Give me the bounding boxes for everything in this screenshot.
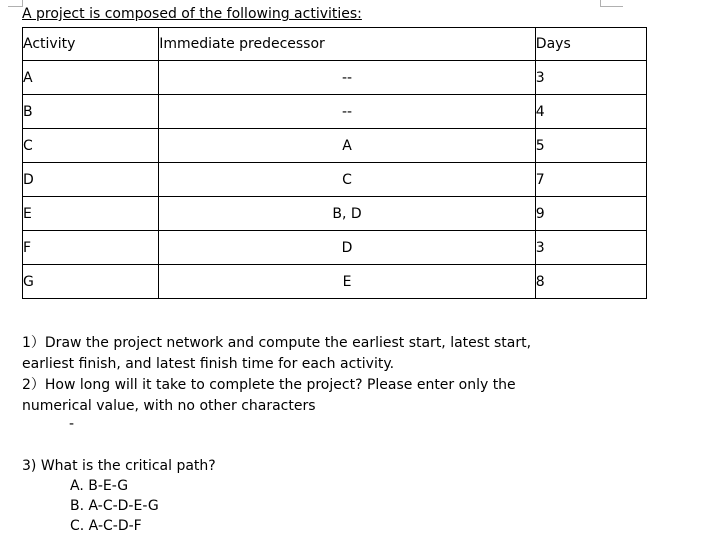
cell-activity: B bbox=[23, 95, 159, 129]
cell-activity: D bbox=[23, 163, 159, 197]
option-b[interactable]: B. A-C-D-E-G bbox=[70, 498, 159, 514]
question-2: 2）How long will it take to complete the project? Please enter only the numerical value, with no other characters bbox=[22, 377, 516, 414]
cell-days: 3 bbox=[535, 231, 646, 265]
cell-days: 5 bbox=[535, 129, 646, 163]
answer-blank[interactable]: - bbox=[69, 416, 75, 432]
cell-predecessor: E bbox=[159, 265, 536, 299]
cell-days: 9 bbox=[535, 197, 646, 231]
table-row bbox=[23, 61, 647, 95]
activity-table bbox=[22, 27, 647, 299]
option-list bbox=[22, 476, 216, 536]
cell-days: 4 bbox=[535, 95, 646, 129]
cell-predecessor: -- bbox=[159, 61, 536, 95]
table-row bbox=[23, 231, 647, 265]
cell-days: 8 bbox=[535, 265, 646, 299]
cell-predecessor: C bbox=[159, 163, 536, 197]
cell-activity: C bbox=[23, 129, 159, 163]
header-days: Days bbox=[535, 28, 646, 61]
questions-block bbox=[22, 333, 582, 417]
cell-days: 3 bbox=[535, 61, 646, 95]
page-corner-mark-left bbox=[8, 0, 23, 7]
cell-activity: F bbox=[23, 231, 159, 265]
cell-activity: A bbox=[23, 61, 159, 95]
table-row bbox=[23, 95, 647, 129]
table-row bbox=[23, 265, 647, 299]
cell-activity: E bbox=[23, 197, 159, 231]
table-row bbox=[23, 197, 647, 231]
cell-predecessor: D bbox=[159, 231, 536, 265]
page-corner-mark-right bbox=[600, 0, 623, 7]
header-predecessor: Immediate predecessor bbox=[159, 28, 536, 61]
question-3: 3) What is the critical path? bbox=[22, 458, 216, 474]
cell-days: 7 bbox=[535, 163, 646, 197]
table-row bbox=[23, 129, 647, 163]
cell-predecessor: -- bbox=[159, 95, 536, 129]
question-3-block bbox=[22, 456, 216, 536]
cell-predecessor: B, D bbox=[159, 197, 536, 231]
question-1: 1）Draw the project network and compute the earliest start, latest start, earliest finish, and latest finish time for each activity. bbox=[22, 335, 532, 372]
header-activity: Activity bbox=[23, 28, 159, 61]
table-row bbox=[23, 163, 647, 197]
option-a[interactable]: A. B-E-G bbox=[70, 478, 129, 494]
cell-activity: G bbox=[23, 265, 159, 299]
intro-text: A project is composed of the following activities: bbox=[22, 6, 362, 22]
cell-predecessor: A bbox=[159, 129, 536, 163]
table-header-row bbox=[23, 28, 647, 61]
option-c[interactable]: C. A-C-D-F bbox=[70, 518, 142, 534]
